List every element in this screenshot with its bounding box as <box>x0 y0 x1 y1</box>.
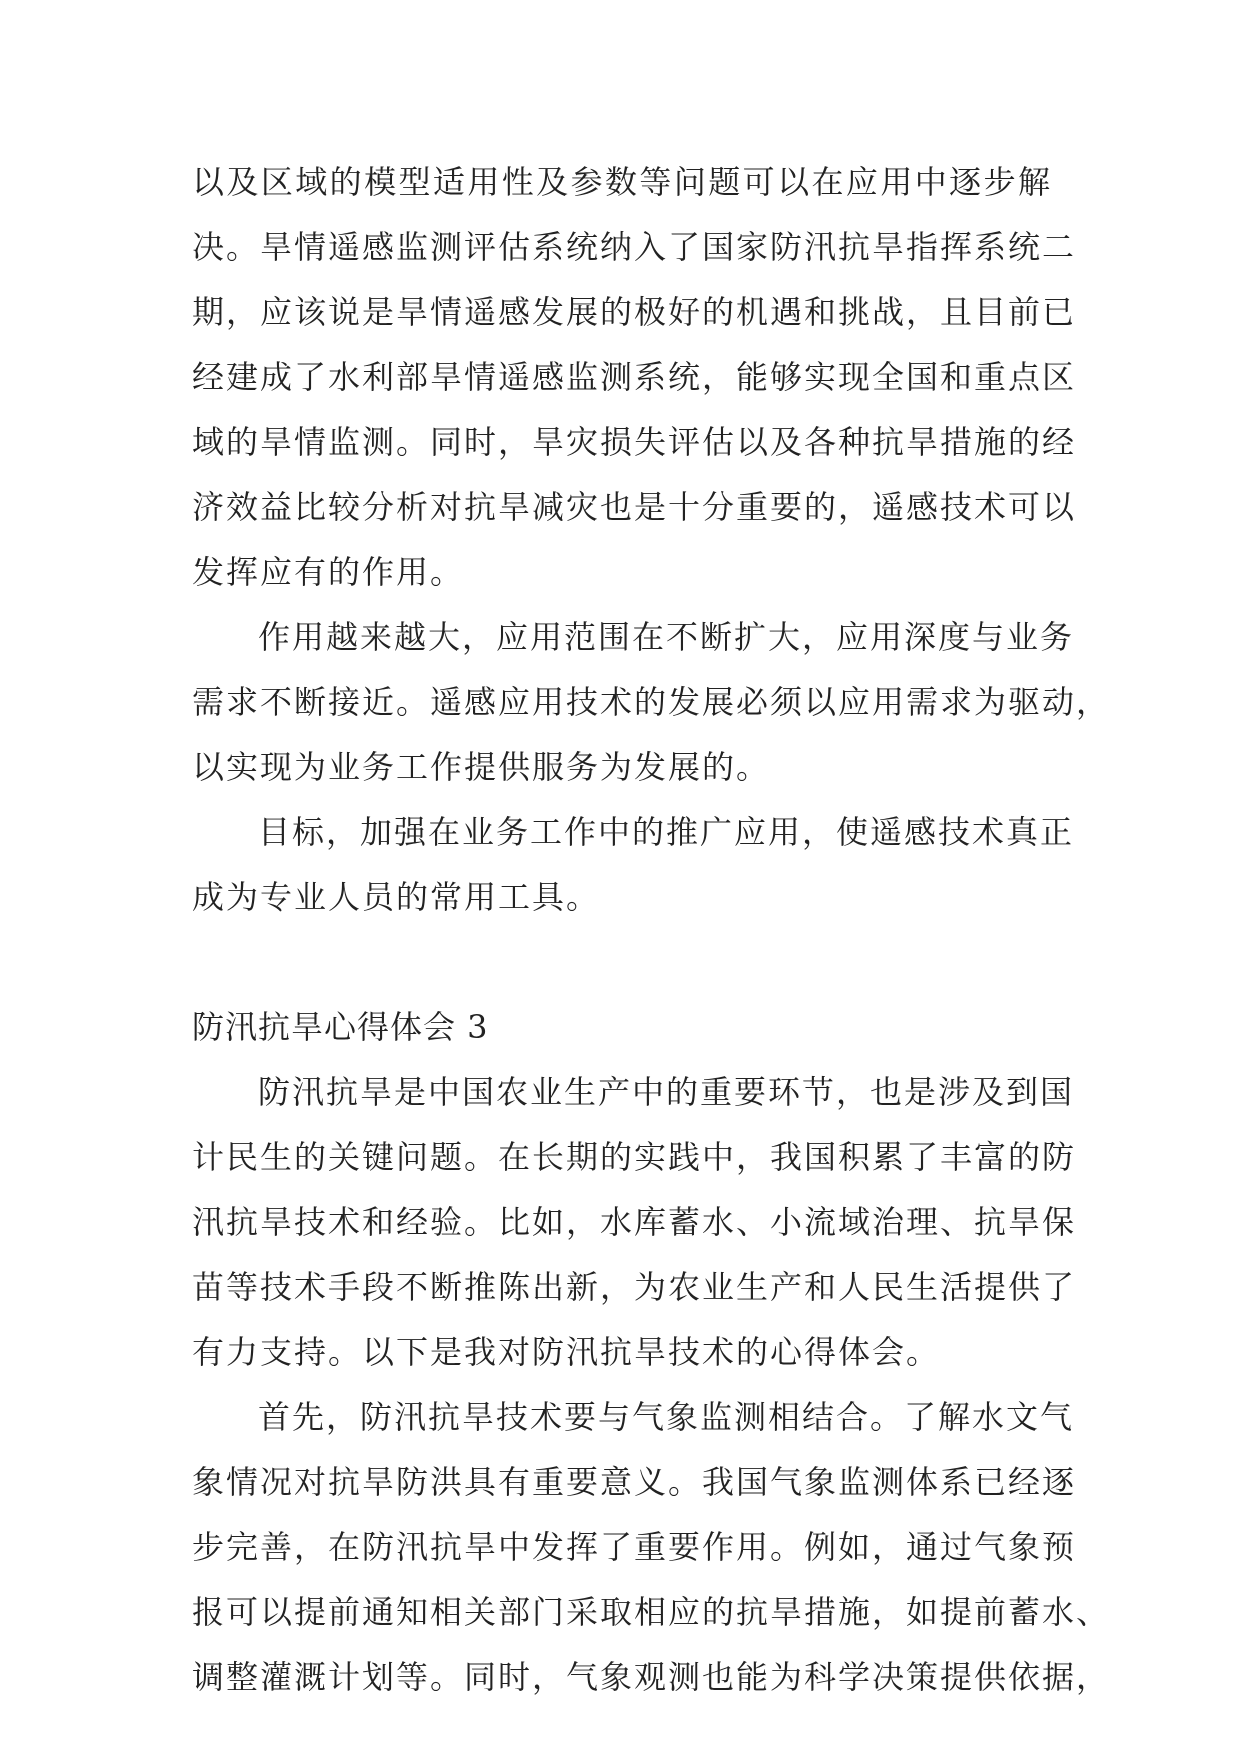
text-line: 有力支持。以下是我对防汛抗旱技术的心得体会。 <box>192 1333 941 1371</box>
text-line: 经建成了水利部旱情遥感监测系统，能够实现全国和重点区 <box>192 358 1077 396</box>
text-line: 防汛抗旱是中国农业生产中的重要环节，也是涉及到国 <box>258 1073 1075 1111</box>
text-line: 首先，防汛抗旱技术要与气象监测相结合。了解水文气 <box>258 1398 1075 1436</box>
text-line: 苗等技术手段不断推陈出新，为农业生产和人民生活提供了 <box>192 1268 1077 1306</box>
blank-line <box>192 930 1052 995</box>
text-line: 报可以提前通知相关部门采取相应的抗旱措施，如提前蓄水、 <box>192 1593 1111 1631</box>
paragraph-1 <box>192 150 1077 605</box>
text-line: 汛抗旱技术和经验。比如，水库蓄水、小流域治理、抗旱保 <box>192 1203 1077 1241</box>
text-line: 决。旱情遥感监测评估系统纳入了国家防汛抗旱指挥系统二 <box>192 228 1077 266</box>
text-line: 济效益比较分析对抗旱减灾也是十分重要的，遥感技术可以 <box>192 488 1077 526</box>
text-line: 计民生的关键问题。在长期的实践中，我国积累了丰富的防 <box>192 1138 1077 1176</box>
section-paragraph-2 <box>192 1385 1111 1710</box>
paragraph-3 <box>192 800 1075 930</box>
text-line: 以及区域的模型适用性及参数等问题可以在应用中逐步解 <box>192 163 1052 201</box>
text-line: 象情况对抗旱防洪具有重要意义。我国气象监测体系已经逐 <box>192 1463 1077 1501</box>
section-paragraph-1 <box>192 1060 1077 1385</box>
text-line: 步完善，在防汛抗旱中发挥了重要作用。例如，通过气象预 <box>192 1528 1077 1566</box>
text-line: 域的旱情监测。同时，旱灾损失评估以及各种抗旱措施的经 <box>192 423 1077 461</box>
text-line: 成为专业人员的常用工具。 <box>192 878 601 916</box>
text-line: 以实现为业务工作提供服务为发展的。 <box>192 748 771 786</box>
section-title: 防汛抗旱心得体会 3 <box>192 1008 489 1046</box>
text-line: 目标，加强在业务工作中的推广应用，使遥感技术真正 <box>258 813 1075 851</box>
text-line: 调整灌溉计划等。同时，气象观测也能为科学决策提供依据， <box>192 1658 1111 1696</box>
text-line: 需求不断接近。遥感应用技术的发展必须以应用需求为驱动， <box>192 683 1111 721</box>
text-line: 发挥应有的作用。 <box>192 553 465 591</box>
paragraph-2 <box>192 605 1111 800</box>
text-line: 作用越来越大，应用范围在不断扩大，应用深度与业务 <box>258 618 1075 656</box>
document-body <box>192 150 1111 1710</box>
text-line: 期，应该说是旱情遥感发展的极好的机遇和挑战，且目前已 <box>192 293 1077 331</box>
